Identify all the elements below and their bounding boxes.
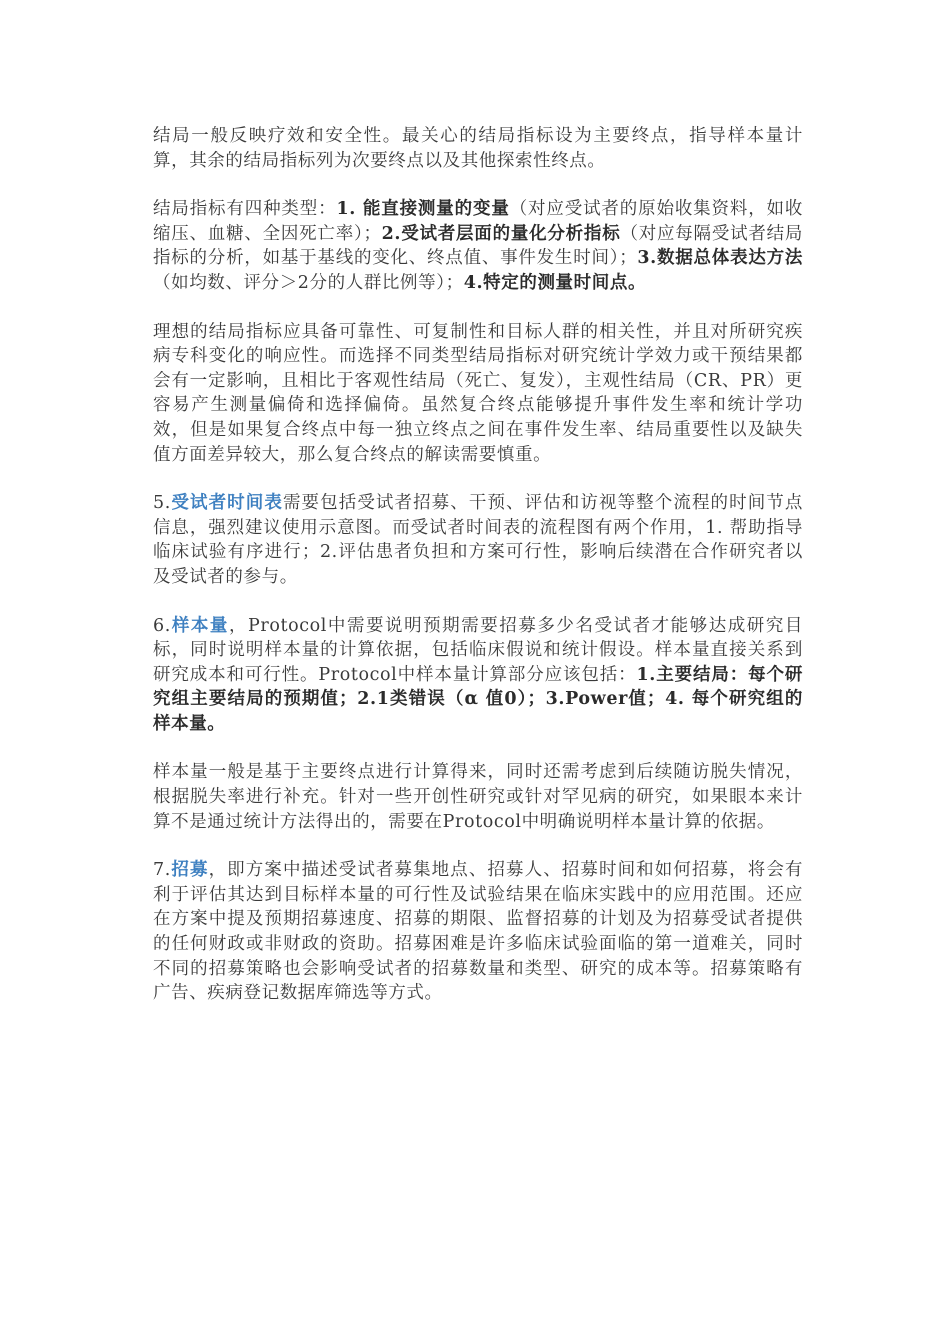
section-number: 5. bbox=[153, 493, 171, 514]
outcome-type-4: 4.特定的测量时间点。 bbox=[463, 272, 647, 293]
section-number: 7. bbox=[153, 860, 171, 881]
timeline-text: 需要包括受试者招募、干预、评估和访视等整个流程的时间节点信息，强烈建议使用示意图。而受试者时间表的流程图有两个作用，1. 帮助指导临床试验有序进行；2.评估患者负担和方案可行性，影响后续潜在合作研究者以及受试者的参与。 bbox=[153, 493, 803, 587]
outcome-type-3: 3.数据总体表达方法 bbox=[637, 248, 803, 269]
sample-size-components: 1.主要结局：每个研究组主要结局的预期值；2.1类错误（α 值0）；3.Power值；4. 每个研究组的样本量。 bbox=[153, 664, 803, 734]
outcome-type-3-desc: （如均数、评分＞2分的人群比例等）； bbox=[153, 272, 464, 293]
outcome-types-lead: 结局指标有四种类型： bbox=[153, 199, 337, 220]
section-number: 6. bbox=[153, 615, 171, 636]
paragraph-recruitment bbox=[153, 858, 803, 1006]
paragraph-outcome-types bbox=[153, 197, 803, 295]
recruitment-text: ，即方案中描述受试者募集地点、招募人、招募时间和如何招募，将会有利于评估其达到目标样本量的可行性及试验结果在临床实践中的应用范围。还应在方案中提及预期招募速度、招募的期限、监督招募的计划及为招募受试者提供的任何财政或非财政的资助。招募困难是许多临床试验面临的第一道难关，同时不同的招募策略也会影响受试者的招募数量和类型、研究的成本等。招募策略有广告、疾病登记数据库筛选等方式。 bbox=[153, 860, 804, 1004]
section-heading-sample-size: 样本量 bbox=[170, 615, 229, 636]
document-body bbox=[153, 124, 803, 1030]
paragraph-participant-timeline bbox=[153, 491, 803, 589]
paragraph-ideal-outcomes: 理想的结局指标应具备可靠性、可复制性和目标人群的相关性，并且对所研究疾病专科变化的响应性。而选择不同类型结局指标对研究统计学效力或干预结果都会有一定影响，且相比于客观性结局（死亡、复发），主观性结局（CR、PR）更容易产生测量偏倚和选择偏倚。虽然复合终点能够提升事件发生率和统计学功效，但是如果复合终点中每一独立终点之间在事件发生率、结局重要性以及缺失值方面差异较大，那么复合终点的解读需要慎重。 bbox=[153, 321, 803, 465]
outcome-type-2-desc: （对应每隔受试者结局指标的分析，如基于基线的变化、终点值、事件发生时间）； bbox=[153, 223, 803, 269]
paragraph-sample-size-basis: 样本量一般是基于主要终点进行计算得来，同时还需考虑到后续随访脱失情况，根据脱失率进行补充。针对一些开创性研究或针对罕见病的研究，如果眼本来计算不是通过统计方法得出的，需要在Protocol中明确说明样本量计算的依据。 bbox=[153, 762, 803, 832]
outcome-type-1-desc: （对应受试者的原始收集资料，如收缩压、血糖、全因死亡率）； bbox=[153, 199, 804, 244]
section-heading-recruitment: 招募 bbox=[170, 860, 209, 881]
paragraph-outcomes-intro: 结局一般反映疗效和安全性。最关心的结局指标设为主要终点，指导样本量计算，其余的结局指标列为次要终点以及其他探索性终点。 bbox=[153, 126, 803, 171]
sample-size-text: ，Protocol中需要说明预期需要招募多少名受试者才能够达成研究目标，同时说明样本量的计算依据，包括临床假说和统计假设。样本量直接关系到研究成本和可行性。Protocol中样本量计算部分应该包括： bbox=[153, 615, 803, 685]
paragraph-sample-size bbox=[153, 614, 803, 737]
section-heading-timeline: 受试者时间表 bbox=[170, 493, 283, 514]
outcome-type-2: 2.受试者层面的量化分析指标 bbox=[381, 223, 621, 244]
outcome-type-1: 1. 能直接测量的变量 bbox=[336, 199, 510, 220]
